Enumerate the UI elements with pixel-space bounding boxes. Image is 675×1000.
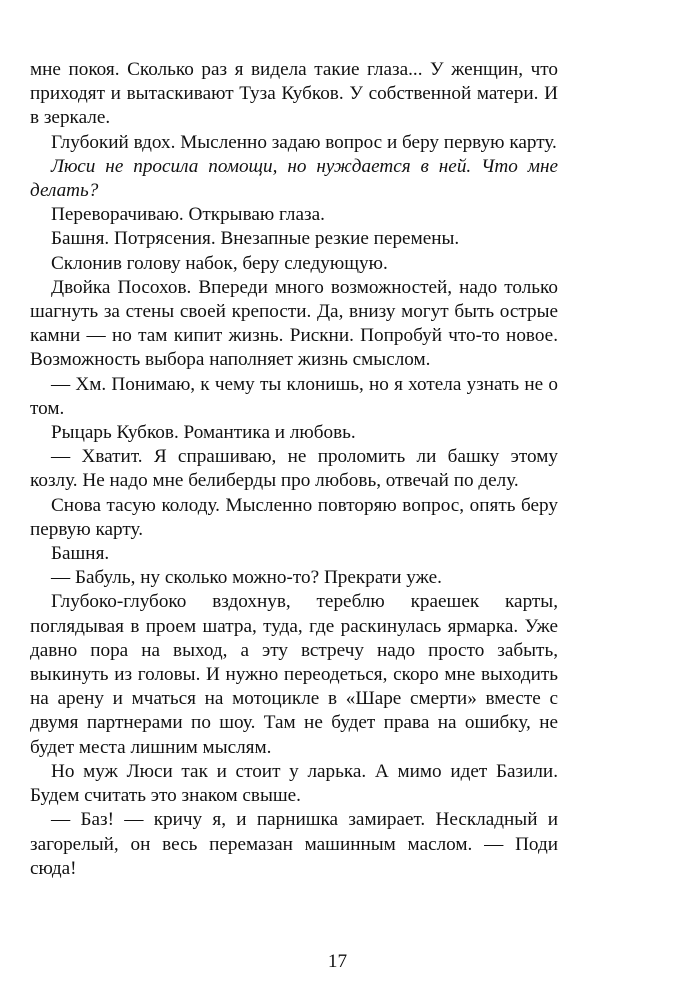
page-number: 17 xyxy=(327,951,348,972)
paragraph: Глубоко-глубоко вздохнув, тереблю краешек карты, поглядывая в проем шатра, туда, где раскинулась ярмарка. Уже давно пора на выход, а эту встречу надо просто забыть, выкинуть из головы. И нужно переодеться, скоро мне выходить на арену и мчаться на мотоцикле в «Шаре смерти» вместе с двумя партнерами по шоу. Там не будет права на ошибку, не будет места лишним мыслям. xyxy=(30,591,558,758)
paragraph: Башня. Потрясения. Внезапные резкие перемены. xyxy=(51,228,460,250)
paragraph: Переворачиваю. Открываю глаза. xyxy=(51,204,325,226)
paragraph: Но муж Люси так и стоит у ларька. А мимо идет Базили. Будем считать это знаком свыше. xyxy=(30,760,558,807)
paragraph: Склонив голову набок, беру следующую. xyxy=(51,252,388,274)
paragraph: Двойка Посохов. Впереди много возможностей, надо только шагнуть за стены своей крепости. Да, внизу могут быть острые камни — но там кипит жизнь. Рискни. Попробуй что-то новое. Возможность выбора наполняет жизнь смыслом. xyxy=(30,276,558,371)
paragraph: мне покоя. Сколько раз я видела такие глаза... У женщин, что приходят и вытаскивают Туза Кубков. У собственной матери. И в зеркале. xyxy=(30,59,558,129)
dialogue-paragraph: — Хватит. Я спрашиваю, не проломить ли башку этому козлу. Не надо мне белиберды про любовь, отвечай по делу. xyxy=(30,446,558,492)
dialogue-paragraph: — Хм. Понимаю, к чему ты клонишь, но я хотела узнать не о том. xyxy=(30,373,558,419)
paragraph: Глубокий вдох. Мысленно задаю вопрос и беру первую карту. xyxy=(51,131,557,153)
italic-thought-paragraph: Люси не просила помощи, но нуждается в ней. Что мне делать? xyxy=(30,155,558,202)
dialogue-paragraph: — Бабуль, ну сколько можно-то? Прекрати уже. xyxy=(51,567,442,589)
paragraph: Рыцарь Кубков. Романтика и любовь. xyxy=(51,422,356,444)
paragraph: Снова тасую колоду. Мысленно повторяю вопрос, опять беру первую карту. xyxy=(30,494,558,540)
page-body xyxy=(30,58,558,881)
dialogue-paragraph: — Баз! — кричу я, и парнишка замирает. Нескладный и загорелый, он весь перемазан машинным маслом. — Поди сюда! xyxy=(30,809,558,879)
paragraph: Башня. xyxy=(51,543,110,565)
